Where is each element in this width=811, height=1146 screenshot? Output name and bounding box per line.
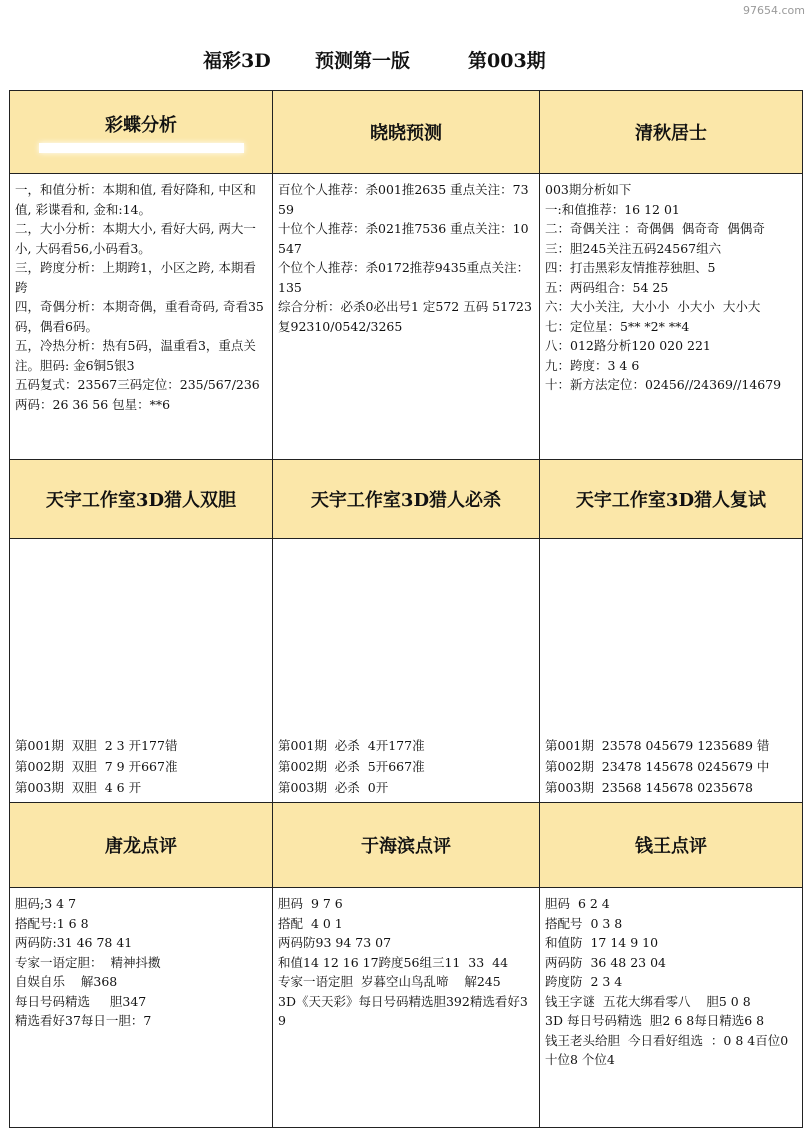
text-line: 九：跨度：3 4 6 [545,357,640,373]
text-line: 十：新方法定位：02456//24369//14679 [545,377,782,392]
text-line: 搭配 4 0 1 [278,915,343,931]
content-row-1 [10,174,803,460]
qianwang-review [540,888,803,1128]
caidie-analysis [10,174,273,460]
text-line: 一，和值分析：本期和值, 看好降和, 中区和值, 彩谍看和, 金和:14。 [15,182,256,217]
whiteout-mark [39,143,244,153]
text-line: 综合分析：必杀0必出号1 定572 五码 51723 [278,299,532,314]
text-line: 五：两码组合：54 25 [545,279,669,295]
header-tanglong: 唐龙点评 [10,803,273,888]
header-tianyu-double: 天宇工作室3D猎人双胆 [10,460,273,539]
text-line: 钱王老头给胆 今日看好组选 ：0 8 4百位0 十位8 个位4 [545,1032,793,1067]
text-line: 第003期 必杀 0开 [278,780,389,795]
text-line: 钱王字谜 五花大绑看零八 胆5 0 8 [545,993,751,1009]
text-line: 精选看好37每日一胆：7 [15,1013,152,1028]
text-line: 和值14 12 16 17跨度56组三11 33 44 [278,954,509,970]
text-line: 跨度防 2 3 4 [545,974,623,989]
text-line: 专家一语定胆： 精神抖擞 [15,954,161,970]
header-tianyu-retest: 天宇工作室3D猎人复试 [540,460,803,539]
text-line: 二：奇偶关注 ：奇偶偶 偶奇奇 偶偶奇 [545,221,765,236]
header-qianwang: 钱王点评 [540,803,803,888]
header-tianyu-kill: 天宇工作室3D猎人必杀 [273,460,540,539]
text-line: 第001期 双胆 2 3 开177错 [15,738,178,753]
text-line: 五码复式：23567三码定位：235/567/236两码：26 36 56 包星：**6 [15,377,260,412]
header-row-2 [10,460,803,539]
text-line: 第003期 23568 145678 0235678 [545,780,753,795]
content-row-3 [10,888,803,1128]
text-line: 003期分析如下 [545,182,632,197]
title-edition: 预测第一版 [315,50,411,72]
text-line: 胆码 6 2 4 [545,896,610,911]
text-line: 3D 每日号码精选 胆2 6 8每日精选6 8 [545,1013,765,1028]
text-line: 第003期 双胆 4 6 开 [15,780,142,795]
tanglong-review [10,888,273,1128]
prediction-table [9,90,803,1128]
header-caidie: 彩蝶分析 [10,91,273,174]
text-line: 和值防 17 14 9 10 [545,935,659,950]
text-line: 百位个人推荐：杀001推2635 重点关注：7359 [278,182,529,217]
qingqiu-analysis [540,174,803,460]
text-line: 复92310/0542/3265 [278,318,403,334]
text-line: 搭配号 0 3 8 [545,915,623,931]
text-line: 两码防 36 48 23 04 [545,954,666,970]
title-lottery: 福彩3D [203,50,271,72]
text-line: 第002期 双胆 7 9 开667准 [15,759,178,774]
text-line: 第002期 23478 145678 0245679 中 [545,759,770,774]
text-line: 专家一语定胆 岁暮空山鸟乱啼 解245 [278,974,501,989]
text-line: 自娱自乐 解368 [15,974,118,989]
header-row-3 [10,803,803,888]
xiaoxiao-prediction [273,174,540,460]
text-line: 个位个人推荐：杀0172推荐9435重点关注：135 [278,260,530,295]
text-line: 五，冷热分析：热有5码，温重看3，重点关注。胆码: 金6铜5银3 [15,338,256,373]
page-title [0,46,811,76]
tianyu-double-records [10,539,273,803]
text-line: 六：大小关注, 大小小 小大小 大小大 [545,299,761,314]
text-line: 第002期 必杀 5开667准 [278,759,425,774]
header-yuhaibin: 于海滨点评 [273,803,540,888]
text-line: 七：定位星：5** *2* **4 [545,318,690,334]
text-line: 每日号码精选 胆347 [15,993,147,1009]
text-line: 四：打击黑彩友情推荐独胆、5 [545,260,716,275]
text-line: 胆码;3 4 7 [15,896,77,911]
text-line: 二，大小分析：本期大小, 看好大码, 两大一小, 大码看56,小码看3。 [15,221,256,256]
text-line: 搭配号:1 6 8 [15,915,89,931]
header-row-1 [10,91,803,174]
text-line: 三：胆245关注五码24567组六 [545,240,722,256]
header-qingqiu: 清秋居士 [540,91,803,174]
tianyu-retest-records [540,539,803,803]
yuhaibin-review [273,888,540,1128]
tianyu-kill-records [273,539,540,803]
text-line: 八：012路分析120 020 221 [545,338,711,353]
text-line: 十位个人推荐：杀021推7536 重点关注：10547 [278,221,529,256]
watermark: 97654.com [743,4,805,17]
text-line: 两码防93 94 73 07 [278,935,392,950]
text-line: 第001期 23578 045679 1235689 错 [545,738,770,753]
header-xiaoxiao: 晓晓预测 [273,91,540,174]
text-line: 四，奇偶分析：本期奇偶，重看奇码, 奇看35码，偶看6码。 [15,299,264,334]
text-line: 胆码 9 7 6 [278,896,343,911]
text-line: 两码防:31 46 78 41 [15,935,133,950]
title-issue: 第003期 [468,50,546,72]
text-line: 3D《天天彩》每日号码精选胆392精选看好39 [278,993,528,1028]
text-line: 一:和值推荐：16 12 01 [545,201,680,217]
text-line: 第001期 必杀 4开177准 [278,738,425,753]
text-line: 三，跨度分析：上期跨1，小区之跨, 本期看跨 [15,260,256,295]
record-row [10,539,803,803]
